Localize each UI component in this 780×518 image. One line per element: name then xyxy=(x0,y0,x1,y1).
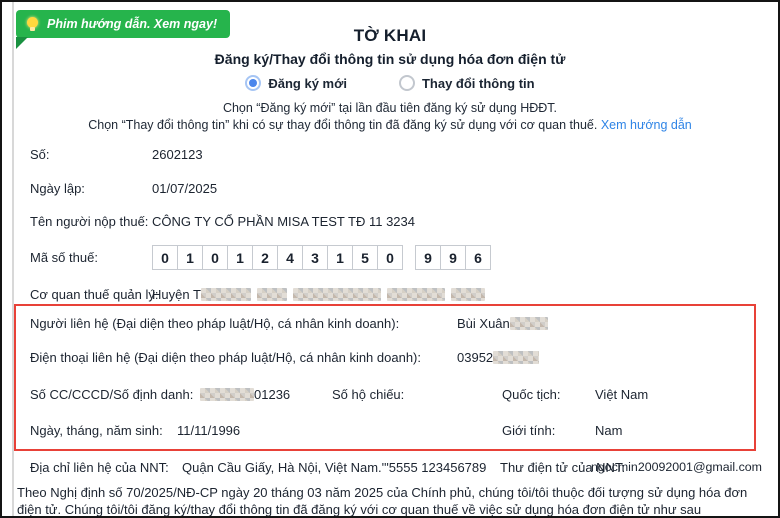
redacted-region xyxy=(493,351,539,364)
field-dien-thoai xyxy=(30,350,762,368)
field-so-value: 2602123 xyxy=(152,147,203,162)
tax-code-digit: 9 xyxy=(415,245,441,270)
page-title: TỜ KHAI xyxy=(353,26,427,45)
field-nguoi-lien-he xyxy=(30,316,762,334)
radio-selected-icon xyxy=(245,75,261,91)
tax-code-digit: 4 xyxy=(277,245,303,270)
tax-code-boxes xyxy=(152,245,490,270)
field-ten-nnt-value: CÔNG TY CỔ PHẦN MISA TEST TĐ 11 3234 xyxy=(152,214,415,229)
tax-code-digit: 9 xyxy=(440,245,466,270)
guide-banner-label: Phim hướng dẫn. Xem ngay! xyxy=(47,17,218,31)
field-ngay-sinh-label: Ngày, tháng, năm sinh: xyxy=(30,423,163,438)
tax-code-suffix-group xyxy=(415,245,490,270)
tax-code-digit: 2 xyxy=(252,245,278,270)
field-cccd xyxy=(30,387,762,405)
field-dia-chi-value: Quận Cầu Giấy, Hà Nội, Việt Nam.'"5555 123456789 xyxy=(182,460,487,475)
field-co-quan-thue-label: Cơ quan thuế quản lý: xyxy=(30,287,159,302)
field-ngay-sinh xyxy=(30,423,762,441)
field-gioi-tinh-label: Giới tính: xyxy=(502,423,556,438)
tax-code-digit: 5 xyxy=(352,245,378,270)
view-guide-link[interactable]: Xem hướng dẫn xyxy=(600,118,692,132)
tax-code-digit: 1 xyxy=(327,245,353,270)
radio-thay-doi-thong-tin[interactable] xyxy=(399,75,535,91)
field-dia-chi xyxy=(30,460,762,478)
registration-type-radio-group xyxy=(2,75,778,91)
tax-code-digit: 3 xyxy=(302,245,328,270)
field-so-label: Số: xyxy=(30,147,50,162)
field-email-label: Thư điện tử của NNT: xyxy=(500,460,626,475)
radio-dang-ky-moi-label: Đăng ký mới xyxy=(268,75,347,91)
field-mst xyxy=(30,250,762,268)
tax-code-digit: 0 xyxy=(202,245,228,270)
help-text-line2 xyxy=(2,118,778,132)
field-co-quan-thue xyxy=(30,287,762,305)
tax-code-main-group xyxy=(152,245,402,270)
help-text-line2-body: Chọn “Thay đổi thông tin” khi có sự thay đổi thông tin đã đăng ký sử dụng với cơ quan thuế. xyxy=(88,118,598,132)
redacted-region xyxy=(510,317,548,330)
radio-thay-doi-thong-tin-label: Thay đổi thông tin xyxy=(421,75,535,91)
field-gioi-tinh-value: Nam xyxy=(595,423,623,438)
field-dien-thoai-value: 03952 xyxy=(457,350,539,365)
field-quoc-tich-label: Quốc tịch: xyxy=(502,387,561,402)
tax-code-digit: 0 xyxy=(377,245,403,270)
redacted-region xyxy=(201,288,485,301)
field-mst-label: Mã số thuế: xyxy=(30,250,98,265)
tax-code-digit: 1 xyxy=(227,245,253,270)
field-ngay-lap-label: Ngày lập: xyxy=(30,181,85,196)
field-nguoi-lien-he-value: Bùi Xuân xyxy=(457,316,548,331)
field-quoc-tich-value: Việt Nam xyxy=(595,387,649,402)
redacted-region xyxy=(200,388,254,401)
field-email-value: ngocmin20092001@gmail.com xyxy=(590,460,762,474)
field-cccd-value: 01236 xyxy=(200,387,290,402)
radio-unselected-icon xyxy=(399,75,415,91)
field-ngay-sinh-value: 11/11/1996 xyxy=(177,423,241,438)
field-nguoi-lien-he-label: Người liên hệ (Đại diện theo pháp luật/Hộ, cá nhân kinh doanh): xyxy=(30,316,400,331)
field-ten-nnt xyxy=(30,214,762,232)
field-ten-nnt-label: Tên người nộp thuế: xyxy=(30,214,149,229)
field-dia-chi-label: Địa chỉ liên hệ của NNT: xyxy=(30,460,169,475)
radio-dang-ky-moi[interactable] xyxy=(245,75,347,91)
help-text-line1: Chọn “Đăng ký mới” tại lần đầu tiên đăng ký sử dụng HĐĐT. xyxy=(222,101,558,115)
page-subtitle: Đăng ký/Thay đổi thông tin sử dụng hóa đơn điện tử xyxy=(214,51,566,67)
field-ngay-lap xyxy=(30,181,762,199)
field-so xyxy=(30,147,762,165)
tax-code-digit: 6 xyxy=(465,245,491,270)
declaration-paragraph: Theo Nghị định số 70/2025/NĐ-CP ngày 20 tháng 03 năm 2025 của Chính phủ, chúng tôi/tôi thuộc đối tượng sử dụng hóa đơn điện tử. Chúng tôi/tôi đăng ký/thay đổi thông tin đã đăng ký với cơ quan thuế về việc sử dụng hóa đơn điện tử như sau xyxy=(17,485,748,517)
field-ngay-lap-value: 01/07/2025 xyxy=(152,181,218,196)
tax-code-digit: 1 xyxy=(177,245,203,270)
field-cccd-label: Số CC/CCCD/Số định danh: xyxy=(30,387,194,402)
field-ho-chieu-label: Số hộ chiếu: xyxy=(332,387,405,402)
tax-code-digit: 0 xyxy=(152,245,178,270)
field-co-quan-thue-value: Huyện T xyxy=(152,287,485,302)
field-dien-thoai-label: Điện thoại liên hệ (Đại diện theo pháp luật/Hộ, cá nhân kinh doanh): xyxy=(30,350,421,365)
